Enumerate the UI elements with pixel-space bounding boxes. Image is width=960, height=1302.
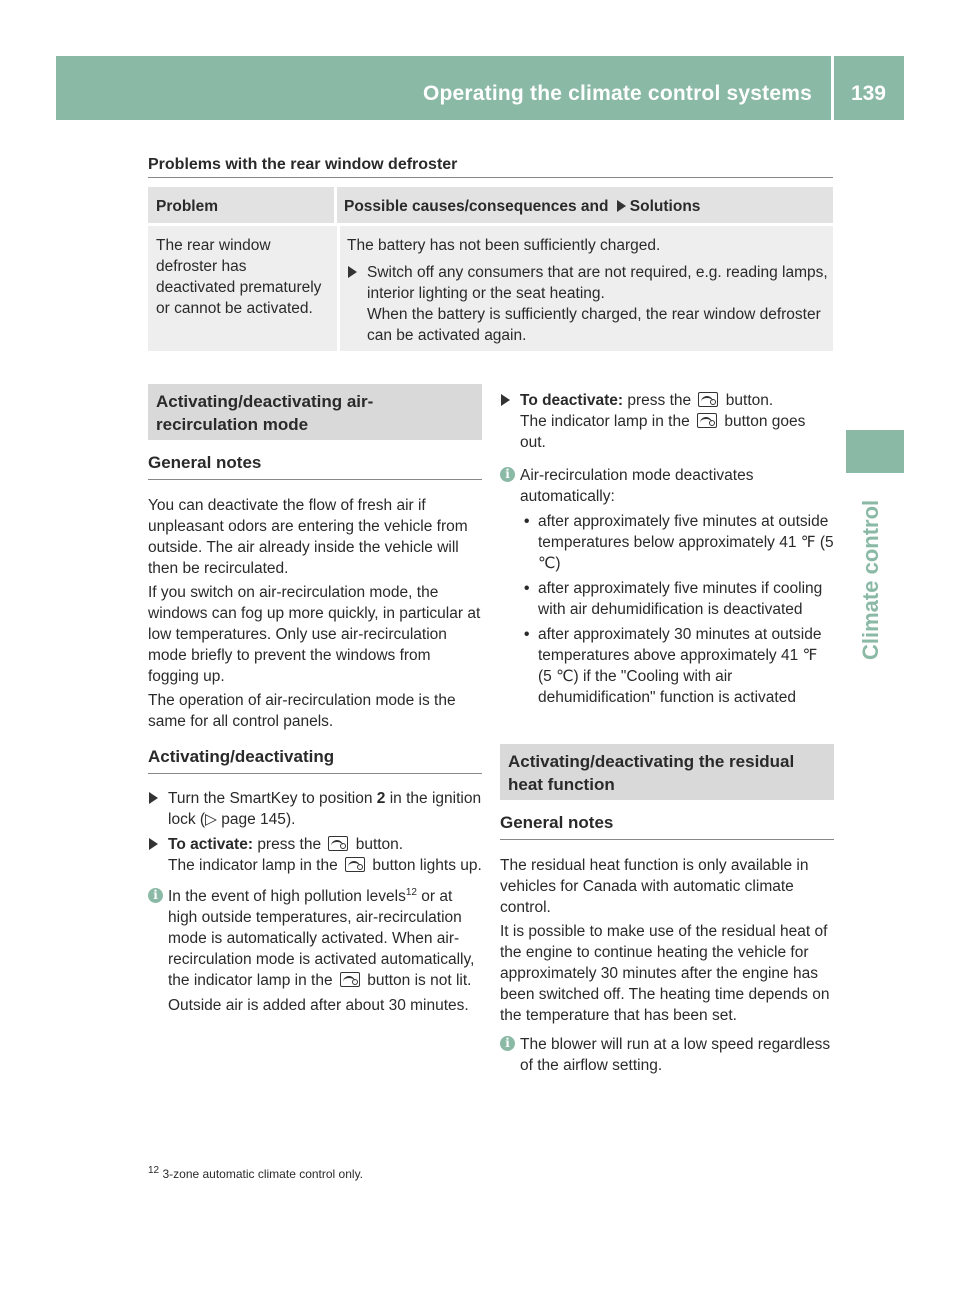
recirculation-button-icon	[698, 392, 718, 407]
footnote-ref: 12	[405, 886, 417, 898]
table-title-rule	[148, 177, 833, 178]
residual-general-notes-heading: General notes	[500, 812, 834, 840]
activate-indicator-text: The indicator lamp in the	[168, 857, 338, 874]
bullet-dot: •	[524, 626, 530, 643]
activate-indicator-end: button lights up.	[372, 857, 482, 874]
header-causes-text: Possible causes/consequences and	[344, 198, 609, 215]
step1-mid: in the ignition lock (	[168, 790, 482, 828]
footnote-number: 12	[148, 1165, 160, 1176]
deactivate-text: press the	[627, 392, 692, 409]
table-header-row	[148, 187, 833, 223]
info-icon: i	[500, 1036, 515, 1051]
deactivate-text-end: button.	[725, 392, 774, 409]
chapter-side-label-text: Climate control	[858, 499, 883, 660]
causes-cell	[337, 226, 833, 351]
right-column	[500, 390, 834, 1076]
info1-text: In the event of high pollution levels	[168, 888, 406, 905]
air-recirc-paragraph-3: The operation of air-recirculation mode is the same for all control panels.	[148, 692, 456, 730]
list-item	[520, 511, 834, 574]
header-title: Operating the climate control systems	[422, 82, 812, 105]
bullet-text: after approximately five minutes if cooling with air dehumidification is deactivated	[538, 580, 823, 618]
arrow-icon	[617, 200, 626, 212]
deactivate-indicator-end: button goes out.	[520, 413, 806, 451]
info-note-blower	[500, 1034, 834, 1076]
step1-text: Turn the SmartKey to position	[168, 790, 373, 807]
page-number: 139	[850, 82, 886, 105]
recirculation-button-icon	[345, 857, 365, 872]
arrow-icon	[149, 792, 158, 804]
chapter-tab-marker	[846, 430, 904, 473]
footnote-text: 3-zone automatic climate control only.	[162, 1167, 364, 1181]
step-activate	[148, 834, 482, 876]
left-column	[148, 384, 482, 1016]
info2-intro: Air-recirculation mode deactivates automatically:	[520, 467, 754, 505]
recirculation-button-icon	[340, 972, 360, 987]
bullet-dot: •	[524, 513, 530, 530]
bullet-text: after approximately five minutes at outside temperatures below approximately 41 ℉ (5 ℃)	[538, 513, 834, 572]
solution-text: Switch off any consumers that are not required, e.g. reading lamps, interior lighting or the seat heating.	[367, 264, 828, 302]
list-item	[520, 624, 834, 708]
deactivate-label: To deactivate:	[520, 392, 624, 409]
page-reference[interactable]: ▷ page 145	[205, 811, 286, 828]
residual-paragraph-2: It is possible to make use of the residual heat of the engine to continue heating the vehicle for approximately 30 minutes after the engine has been switched off. The heating time depends on the temperature that has been set.	[500, 923, 830, 1024]
activate-text-end: button.	[355, 836, 404, 853]
info1-text-end: button is not lit.	[367, 972, 472, 989]
arrow-icon	[501, 394, 510, 406]
section-title-air-recirculation: Activating/deactivating air-recirculation mode	[148, 384, 482, 440]
residual-paragraph-1: The residual heat function is only available in vehicles for Canada with automatic climate control.	[500, 857, 809, 916]
header-separator	[831, 56, 834, 120]
info-note-auto-deactivate	[500, 465, 834, 708]
list-item	[520, 578, 834, 620]
arrow-icon	[348, 266, 357, 278]
air-recirc-paragraph-1: You can deactivate the flow of fresh air if unpleasant odors are entering the vehicle from outside. The air already inside the vehicle will then be recirculated.	[148, 497, 468, 577]
header-bar	[56, 56, 904, 120]
problems-table	[148, 187, 833, 351]
step-turn-smartkey	[148, 788, 482, 830]
step-deactivate	[500, 390, 834, 453]
activate-label: To activate:	[168, 836, 253, 853]
section-title-residual-heat: Activating/deactivating the residual heat function	[500, 744, 834, 800]
info-icon: i	[148, 888, 163, 903]
info-note-pollution	[148, 886, 482, 1016]
activate-text: press the	[257, 836, 322, 853]
problem-cell: The rear window defroster has deactivated prematurely or cannot be activated.	[156, 237, 322, 317]
table-row	[148, 226, 833, 351]
recirculation-button-icon	[697, 413, 717, 428]
solution-followup: When the battery is sufficiently charged, the rear window defroster can be activated again.	[367, 306, 821, 344]
info1-extra: Outside air is added after about 30 minutes.	[168, 997, 469, 1014]
solution-step	[347, 262, 833, 346]
header-problem: Problem	[156, 198, 219, 215]
info1-text-cont: or at high outside temperatures, air-recirculation mode is automatically activated. When air-recirculation mode is activated automatically, the indicator lamp in the	[168, 888, 475, 989]
deactivate-indicator-text: The indicator lamp in the	[520, 413, 690, 430]
recirculation-button-icon	[328, 836, 348, 851]
step1-post: ).	[285, 811, 296, 828]
activating-heading: Activating/deactivating	[148, 746, 482, 774]
table-title: Problems with the rear window defroster	[148, 156, 458, 173]
step1-position: 2	[376, 790, 386, 807]
arrow-icon	[149, 838, 158, 850]
info-icon: i	[500, 467, 515, 482]
residual-info-text: The blower will run at a low speed regardless of the airflow setting.	[520, 1036, 831, 1074]
bullet-text: after approximately 30 minutes at outside temperatures above approximately 41 ℉ (5 ℃) if the "Cooling with air dehumidification" function is activated	[538, 626, 822, 706]
footnote	[148, 1166, 363, 1182]
header-causes	[334, 187, 833, 223]
general-notes-heading: General notes	[148, 452, 482, 480]
bullet-dot: •	[524, 580, 530, 597]
air-recirc-paragraph-2: If you switch on air-recirculation mode, the windows can fog up more quickly, in particular at low temperatures. Only use air-recirculation mode briefly to prevent the windows from fogging up.	[148, 584, 481, 685]
cause-text: The battery has not been sufficiently charged.	[347, 237, 661, 254]
header-solutions-text: Solutions	[629, 198, 701, 215]
